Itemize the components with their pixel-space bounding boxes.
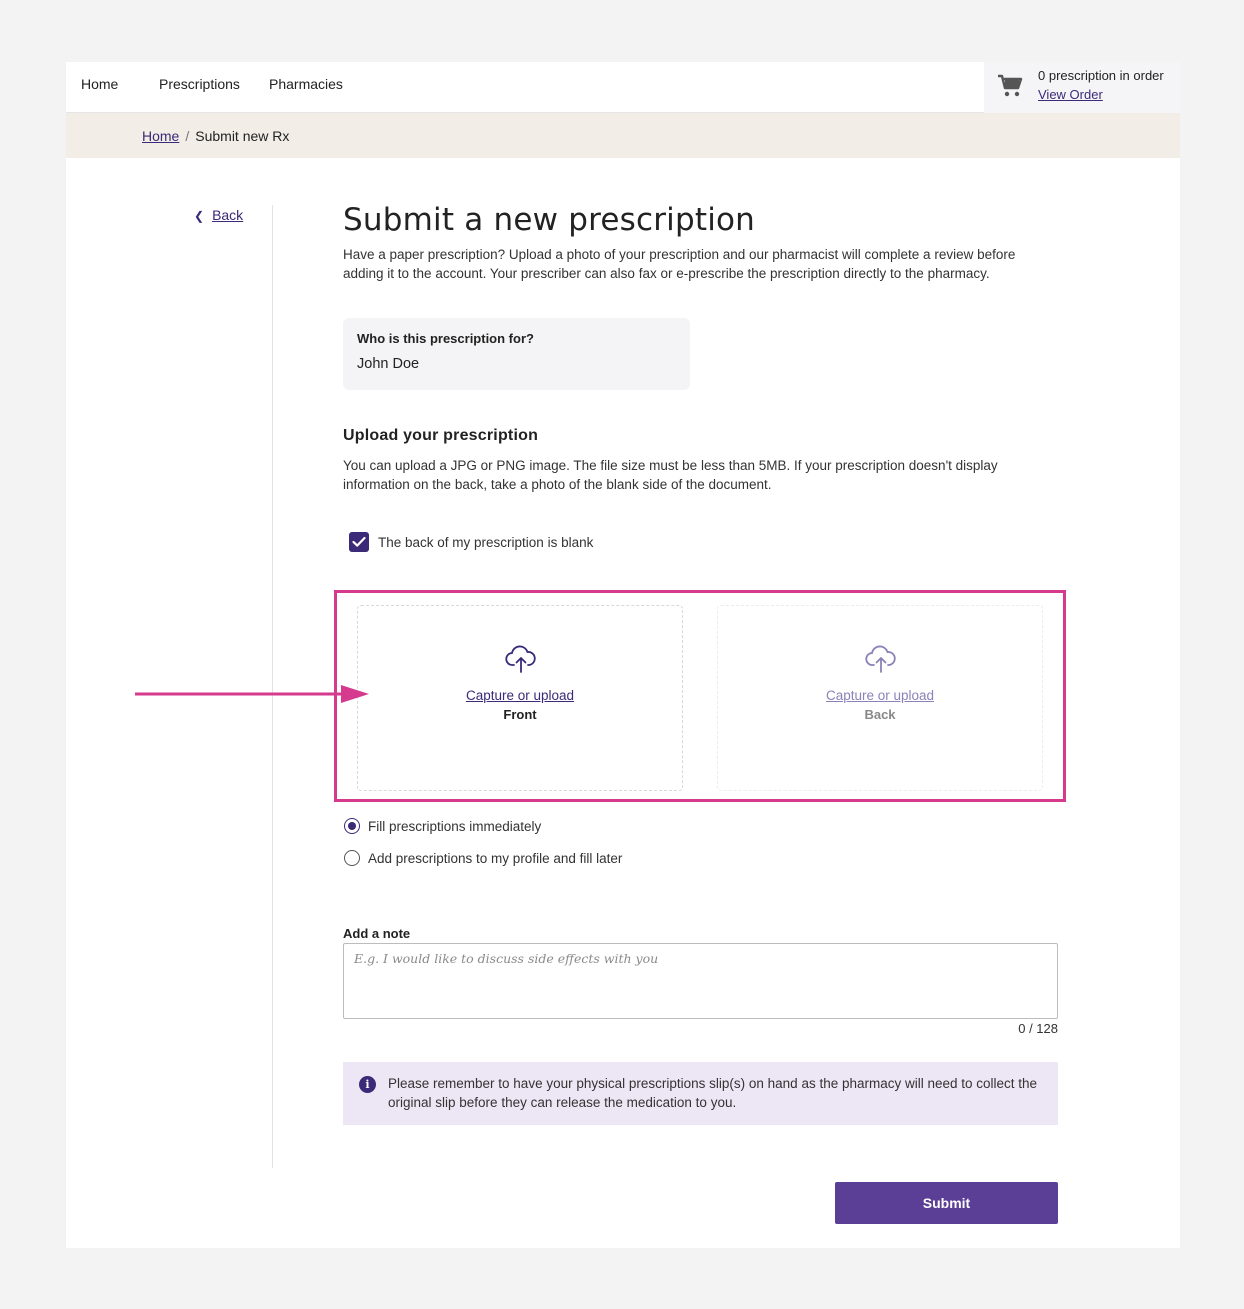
fill-immediately-option[interactable] (344, 818, 541, 834)
nav-prescriptions[interactable]: Prescriptions (159, 76, 240, 92)
breadcrumb-bar (66, 113, 1180, 158)
prescription-for-value: John Doe (357, 356, 420, 372)
upload-section-title: Upload your prescription (343, 427, 539, 444)
breadcrumb-separator: / (185, 128, 190, 144)
fill-immediately-label: Fill prescriptions immediately (368, 818, 542, 834)
note-label: Add a note (343, 926, 411, 941)
chevron-left-icon: ❮ (194, 209, 205, 223)
upload-front-tile[interactable] (357, 605, 683, 791)
nav-home[interactable]: Home (81, 76, 119, 92)
blank-back-checkbox-label: The back of my prescription is blank (378, 534, 594, 550)
page-frame (66, 62, 1180, 1248)
breadcrumb (142, 128, 289, 144)
cart-count-text: 0 prescription in order (1038, 68, 1164, 83)
upload-front-link[interactable]: Capture or upload (465, 688, 575, 703)
view-order-link[interactable]: View Order (1038, 87, 1103, 102)
breadcrumb-current: Submit new Rx (195, 128, 290, 144)
upload-back-tile[interactable] (717, 605, 1043, 791)
info-icon: i (359, 1076, 376, 1093)
note-textarea[interactable] (343, 943, 1058, 1019)
page-title: Submit a new prescription (343, 202, 756, 238)
cloud-upload-icon (865, 644, 897, 674)
checkmark-icon (352, 536, 366, 548)
upload-back-link[interactable]: Capture or upload (825, 688, 935, 703)
upload-highlight-box (334, 590, 1066, 802)
blank-back-checkbox[interactable] (349, 532, 369, 552)
note-char-counter: 0 / 128 (1018, 1021, 1058, 1036)
submit-button[interactable]: Submit (835, 1182, 1058, 1224)
info-banner (343, 1062, 1058, 1125)
cart-summary (984, 62, 1180, 113)
arrow-right-icon (135, 682, 369, 706)
back-link-label: Back (212, 207, 244, 223)
prescription-for-question: Who is this prescription for? (357, 331, 534, 346)
blank-back-checkbox-row[interactable] (349, 532, 593, 552)
main-content (343, 202, 1063, 550)
cloud-upload-icon (505, 644, 537, 674)
upload-front-label: Front (503, 707, 537, 722)
back-link[interactable] (194, 207, 243, 223)
upload-back-label: Back (864, 707, 896, 722)
nav-pharmacies[interactable]: Pharmacies (269, 76, 343, 92)
fill-immediately-radio[interactable] (344, 818, 360, 834)
cart-icon[interactable] (996, 72, 1024, 100)
breadcrumb-home-link[interactable]: Home (142, 128, 180, 144)
upload-description: You can upload a JPG or PNG image. The file size must be less than 5MB. If your prescription doesn't display information on the back, take a photo of the blank side of the document. (343, 458, 998, 492)
fill-later-label: Add prescriptions to my profile and fill later (368, 850, 623, 866)
prescription-for-card (343, 318, 690, 390)
fill-later-option[interactable] (344, 850, 622, 866)
info-banner-text: Please remember to have your physical prescriptions slip(s) on hand as the pharmacy will need to collect the original slip before they can release the medication to you. (388, 1076, 1038, 1110)
top-nav (66, 62, 1180, 113)
page-intro: Have a paper prescription? Upload a photo of your prescription and our pharmacist will complete a review before adding it to the account. Your prescriber can also fax or e-prescribe the prescription directly to the pharmacy. (343, 247, 1016, 281)
fill-later-radio[interactable] (344, 850, 360, 866)
